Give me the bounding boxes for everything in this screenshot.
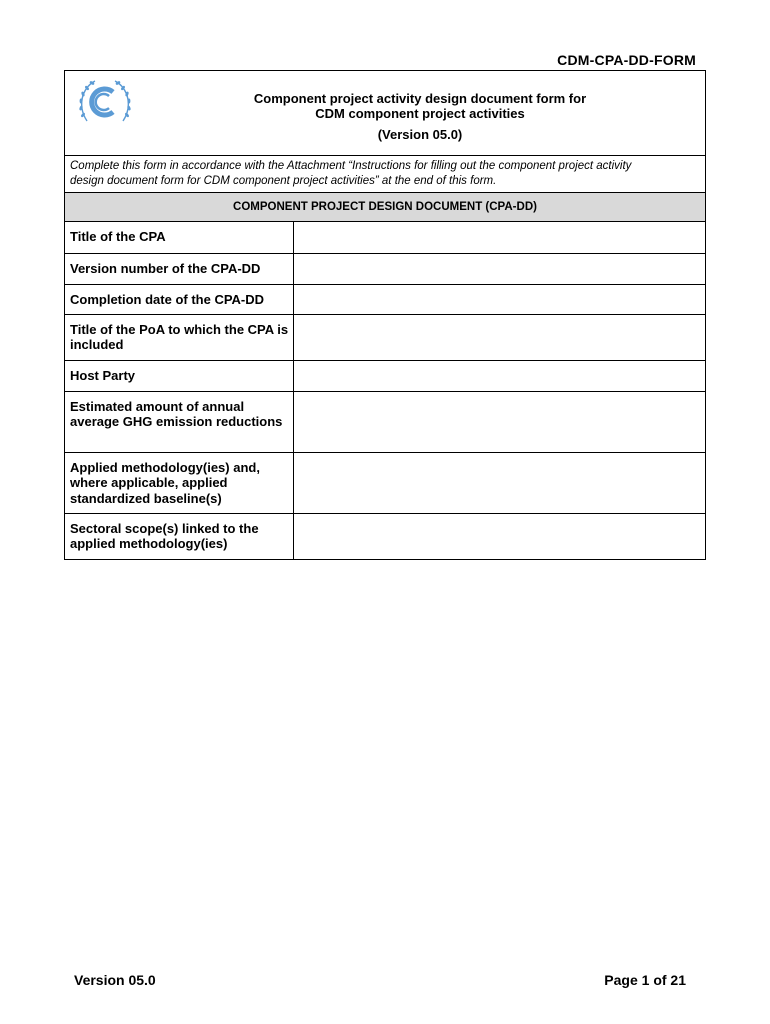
field-label-host-party: Host Party [65, 360, 293, 391]
form-title-line-2: CDM component project activities [315, 106, 525, 121]
form-instructions [65, 156, 705, 193]
field-label-poa-title: Title of the PoA to which the CPA is included [65, 314, 293, 360]
cpa-fields-table [65, 222, 705, 559]
field-label-methodologies: Applied methodology(ies) and, where applicable, applied standardized baseline(s) [65, 452, 293, 513]
field-value-methodologies[interactable] [293, 452, 705, 513]
instructions-line-2: design document form for CDM component project activities” at the end of this form. [70, 175, 497, 187]
field-value-sectoral-scope[interactable] [293, 513, 705, 559]
field-label-version-number: Version number of the CPA-DD [65, 253, 293, 284]
section-title: COMPONENT PROJECT DESIGN DOCUMENT (CPA-DD) [65, 193, 705, 222]
form-version: (Version 05.0) [377, 127, 463, 142]
form-frame [64, 70, 706, 560]
table-row [65, 391, 705, 452]
form-header [65, 71, 705, 156]
field-value-emission-reductions[interactable] [293, 391, 705, 452]
form-title-block [155, 91, 685, 142]
field-label-emission-reductions: Estimated amount of annual average GHG emission reductions [65, 391, 293, 452]
unfccc-logo-icon [75, 77, 135, 129]
table-row [65, 222, 705, 253]
field-value-host-party[interactable] [293, 360, 705, 391]
field-value-version-number[interactable] [293, 253, 705, 284]
table-row [65, 314, 705, 360]
table-row [65, 284, 705, 314]
table-row [65, 253, 705, 284]
field-label-completion-date: Completion date of the CPA-DD [65, 284, 293, 314]
form-code: CDM-CPA-DD-FORM [557, 52, 696, 68]
field-value-completion-date[interactable] [293, 284, 705, 314]
table-row [65, 360, 705, 391]
field-value-title-of-cpa[interactable] [293, 222, 705, 253]
field-value-poa-title[interactable] [293, 314, 705, 360]
form-title-line-1: Component project activity design document form for [253, 91, 587, 106]
instructions-line-1: Complete this form in accordance with the Attachment “Instructions for filling out the component project activity [70, 160, 632, 172]
footer-page-number: Page 1 of 21 [604, 972, 686, 988]
table-row [65, 452, 705, 513]
footer-version: Version 05.0 [74, 972, 156, 988]
table-row [65, 513, 705, 559]
field-label-sectoral-scope: Sectoral scope(s) linked to the applied methodology(ies) [65, 513, 293, 559]
field-label-title-of-cpa: Title of the CPA [65, 222, 293, 253]
